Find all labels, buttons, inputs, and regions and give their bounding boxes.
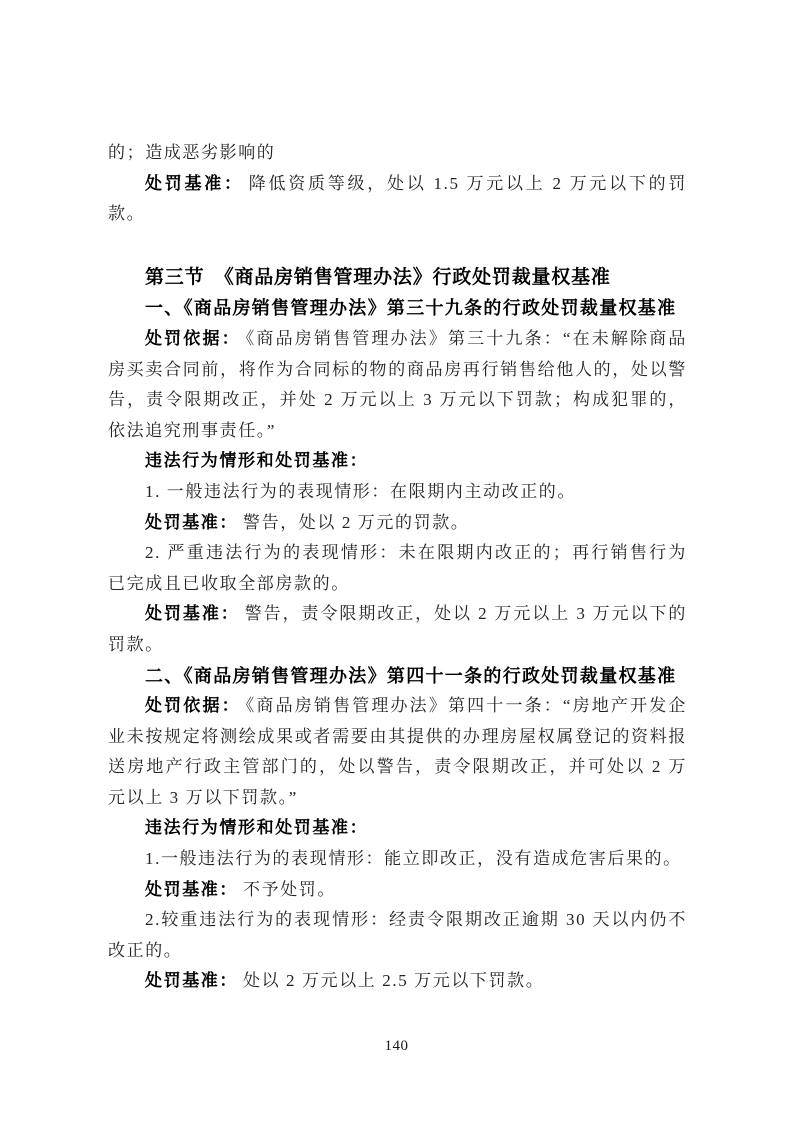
violation-standards-heading: [108, 813, 687, 844]
subsection-heading-text: 二、《商品房销售管理办法》第四十一条的行政处罚裁量权基准: [145, 665, 677, 686]
subsection-heading-text: 一、《商品房销售管理办法》第三十九条的行政处罚裁量权基准: [145, 298, 677, 319]
page-footer: [0, 1038, 793, 1055]
list-item-serious-violation: [108, 538, 687, 599]
penalty-basis-paragraph: [108, 691, 687, 813]
paragraph-text: 《商品房销售管理办法》第四十一条：“房地产开发企业未按规定将测绘成果或者需要由其提供的办理房屋权属登记的资料报送房地产行政主管部门的，处以警告，责令限期改正，并可处以 2 万元以上 3 万以下罚款。”: [108, 696, 687, 807]
continued-paragraph: [108, 138, 687, 169]
violation-standards-label: 违法行为情形和处罚基准：: [145, 818, 369, 838]
violation-standards-heading: [108, 446, 687, 477]
paragraph-text: 降低资质等级，处以 1.5 万元以上 2 万元以下的罚款。: [108, 173, 687, 224]
violation-standards-label: 违法行为情形和处罚基准：: [145, 451, 369, 471]
subsection-heading-1: [108, 293, 687, 324]
section-heading: [108, 263, 687, 294]
paragraph-text: 的；造成恶劣影响的: [108, 143, 276, 162]
penalty-standard-label: 处罚基准：: [145, 173, 244, 193]
list-item-general-violation: [108, 477, 687, 508]
paragraph-text: 《商品房销售管理办法》第三十九条：“在未解除商品房买卖合同前，将作为合同标的物的商品房再行销售给他人的，处以警告，责令限期改正，并处 2 万元以上 3 万元以下罚款；构成犯罪的，依法追究刑事责任。”: [108, 328, 687, 440]
paragraph-text: 2. 严重违法行为的表现情形：未在限期内改正的；再行销售行为已完成且已收取全部房款的。: [108, 543, 687, 593]
section-heading-text: 第三节 《商品房销售管理办法》行政处罚裁量权基准: [145, 266, 611, 288]
penalty-standard-paragraph: [108, 966, 687, 997]
content-area: [108, 138, 687, 997]
penalty-standard-label: 处罚基准：: [145, 512, 238, 532]
penalty-basis-label: 处罚依据：: [145, 696, 241, 716]
penalty-standard-paragraph: [108, 169, 687, 230]
paragraph-text: 处以 2 万元以上 2.5 万元以下罚款。: [243, 971, 545, 991]
penalty-standard-paragraph: [108, 508, 687, 539]
page-number: 140: [384, 1038, 409, 1054]
paragraph-text: 1. 一般违法行为的表现情形：在限期内主动改正的。: [145, 481, 576, 501]
penalty-standard-paragraph: [108, 599, 687, 660]
paragraph-text: 警告，处以 2 万元的罚款。: [243, 512, 470, 532]
penalty-standard-paragraph: [108, 875, 687, 906]
paragraph-text: 不予处罚。: [243, 879, 336, 899]
paragraph-text: 2.较重违法行为的表现情形：经责令限期改正逾期 30 天以内仍不改正的。: [108, 910, 687, 960]
paragraph-text: 警告，责令限期改正，处以 2 万元以上 3 万元以下的罚款。: [108, 604, 688, 654]
paragraph-text: 1.一般违法行为的表现情形：能立即改正，没有造成危害后果的。: [145, 849, 682, 869]
penalty-standard-label: 处罚基准：: [145, 971, 238, 991]
list-item-moderate-violation: [108, 905, 687, 966]
list-item-general-violation: [108, 844, 687, 875]
penalty-standard-label: 处罚基准：: [145, 879, 238, 899]
penalty-basis-paragraph: [108, 324, 687, 446]
penalty-standard-label: 处罚基准：: [145, 604, 240, 624]
subsection-heading-2: [108, 661, 687, 692]
penalty-basis-label: 处罚依据：: [145, 328, 241, 348]
